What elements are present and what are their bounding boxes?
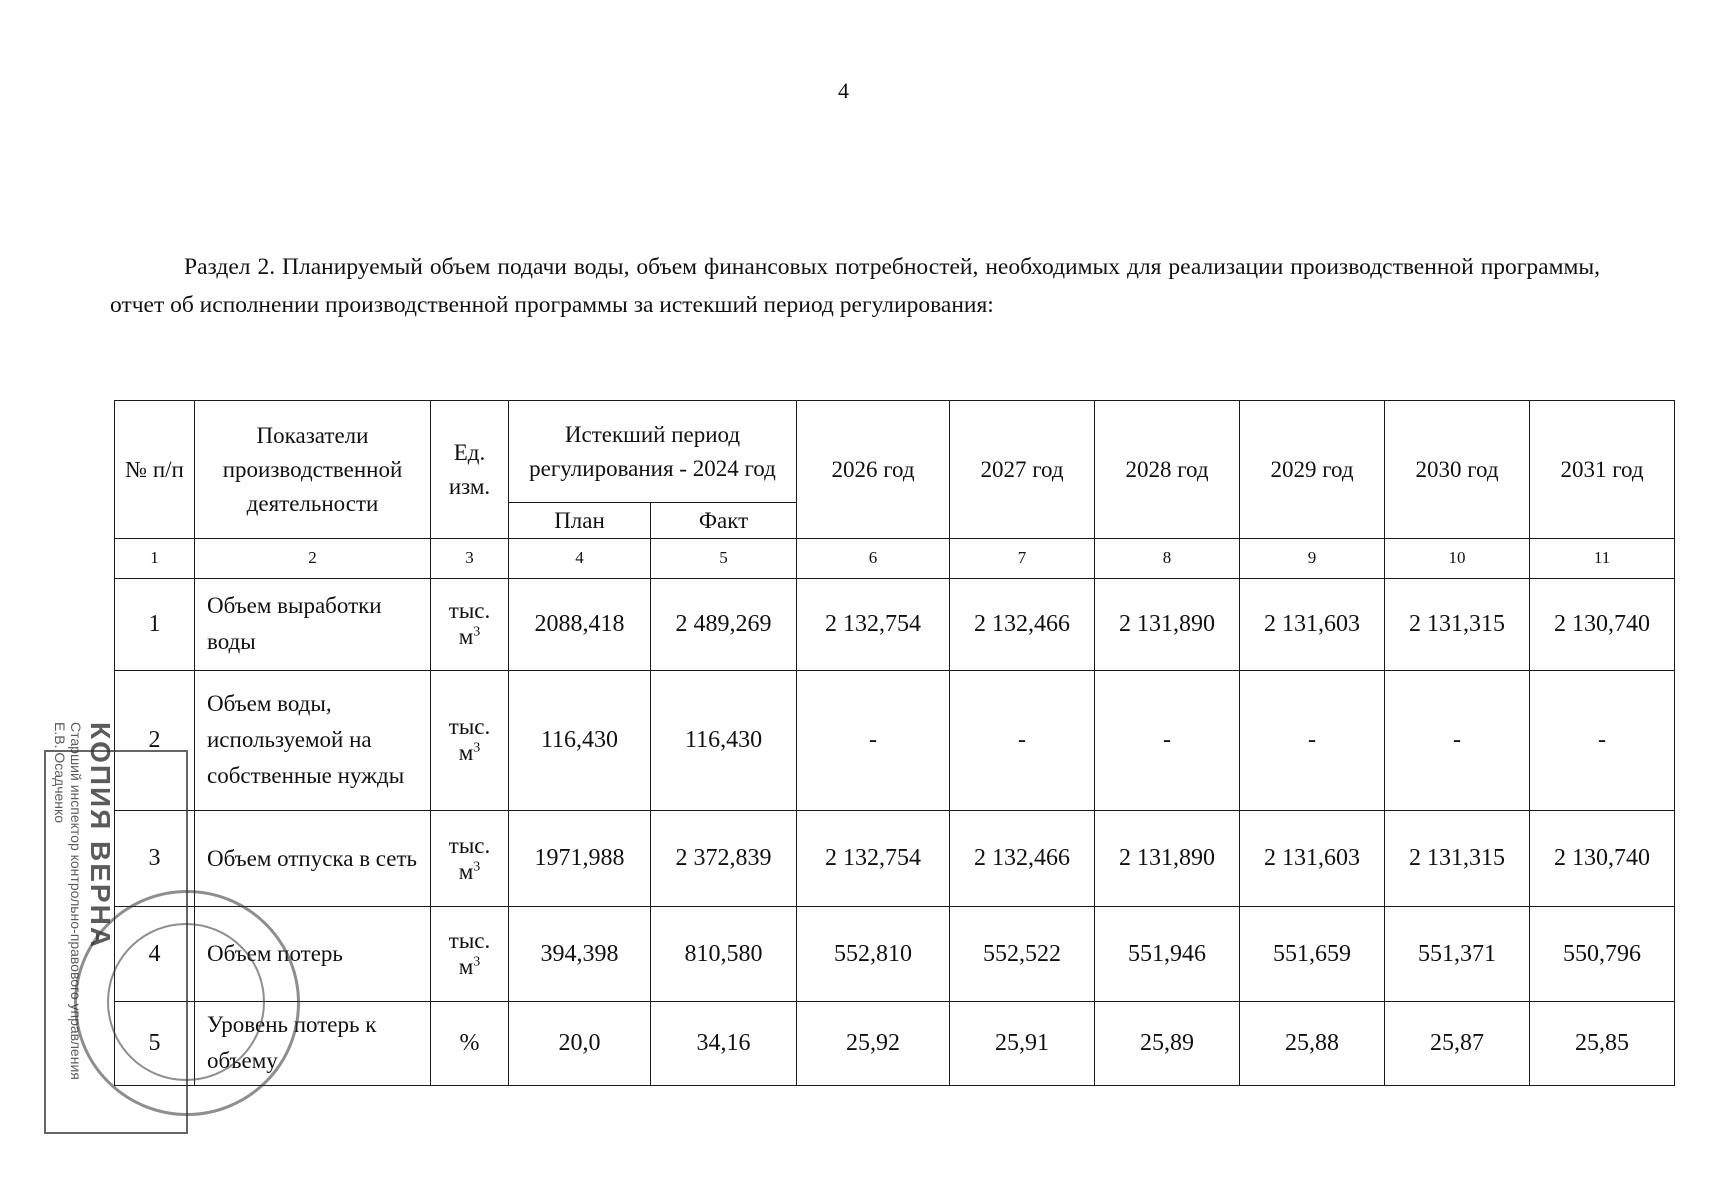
column-number: 5 — [651, 539, 797, 578]
fact-value: 2 489,269 — [651, 578, 797, 670]
year-value: - — [1095, 670, 1240, 810]
column-number: 9 — [1240, 539, 1385, 578]
column-number: 10 — [1385, 539, 1530, 578]
plan-value: 394,398 — [509, 907, 651, 1001]
stamp-text — [52, 722, 116, 1142]
header-year-2026: 2026 год — [797, 401, 950, 539]
header-year-2029: 2029 год — [1240, 401, 1385, 539]
year-value: 2 131,890 — [1095, 578, 1240, 670]
header-indicator: Показатели производственной деятельности — [195, 401, 431, 539]
stamp-signature-name: Е.В. Осадченко — [52, 722, 68, 824]
indicator-name: Объем воды, используемой на собственные нужды — [195, 670, 431, 810]
header-no: № п/п — [115, 401, 195, 539]
fact-value: 2 372,839 — [651, 811, 797, 907]
stamp-copy-label: КОПИЯ ВЕРНА — [85, 722, 116, 950]
plan-value: 116,430 — [509, 670, 651, 810]
year-value: 552,522 — [950, 907, 1095, 1001]
year-value: - — [1530, 670, 1675, 810]
plan-value: 1971,988 — [509, 811, 651, 907]
column-number: 1 — [115, 539, 195, 578]
year-value: 552,810 — [797, 907, 950, 1001]
year-value: 551,659 — [1240, 907, 1385, 1001]
year-value: 25,85 — [1530, 1001, 1675, 1085]
year-value: 2 132,466 — [950, 811, 1095, 907]
year-value: 2 130,740 — [1530, 578, 1675, 670]
column-number: 6 — [797, 539, 950, 578]
year-value: 2 131,890 — [1095, 811, 1240, 907]
column-number: 8 — [1095, 539, 1240, 578]
row-number: 1 — [115, 578, 195, 670]
header-year-2027: 2027 год — [950, 401, 1095, 539]
production-program-table — [114, 400, 1675, 1086]
table-row — [115, 1001, 1675, 1085]
year-value: - — [950, 670, 1095, 810]
indicator-name: Объем выработки воды — [195, 578, 431, 670]
year-value: 25,87 — [1385, 1001, 1530, 1085]
column-number: 11 — [1530, 539, 1675, 578]
year-value: 550,796 — [1530, 907, 1675, 1001]
year-value: 2 130,740 — [1530, 811, 1675, 907]
year-value: 25,89 — [1095, 1001, 1240, 1085]
unit-cell: тыс. $м^3$ — [431, 578, 509, 670]
fact-value: 116,430 — [651, 670, 797, 810]
year-value: 551,371 — [1385, 907, 1530, 1001]
column-number: 2 — [195, 539, 431, 578]
fact-value: 810,580 — [651, 907, 797, 1001]
year-value: 2 131,315 — [1385, 578, 1530, 670]
year-value: 2 131,603 — [1240, 578, 1385, 670]
year-value: 2 131,603 — [1240, 811, 1385, 907]
unit-cell: тыс. $м^3$ — [431, 811, 509, 907]
indicator-name: Уровень потерь к объему — [195, 1001, 431, 1085]
header-past-period: Истекший период регулирования - 2024 год — [509, 401, 797, 503]
plan-value: 20,0 — [509, 1001, 651, 1085]
plan-value: 2088,418 — [509, 578, 651, 670]
year-value: 2 132,754 — [797, 811, 950, 907]
column-number-row — [115, 539, 1675, 578]
year-value: 25,92 — [797, 1001, 950, 1085]
row-number: 4 — [115, 907, 195, 1001]
year-value: 2 132,466 — [950, 578, 1095, 670]
header-year-2028: 2028 год — [1095, 401, 1240, 539]
stamp-position: Старший инспектор контрольно-правового управления — [68, 722, 84, 1080]
header-year-2031: 2031 год — [1530, 401, 1675, 539]
table-row — [115, 907, 1675, 1001]
unit-cell: % — [431, 1001, 509, 1085]
year-value: 25,91 — [950, 1001, 1095, 1085]
year-value: - — [1385, 670, 1530, 810]
row-number: 3 — [115, 811, 195, 907]
header-year-2030: 2030 год — [1385, 401, 1530, 539]
unit-cell: тыс. $м^3$ — [431, 907, 509, 1001]
year-value: 2 131,315 — [1385, 811, 1530, 907]
unit-cell: тыс. $м^3$ — [431, 670, 509, 810]
indicator-name: Объем отпуска в сеть — [195, 811, 431, 907]
row-number: 5 — [115, 1001, 195, 1085]
column-number: 3 — [431, 539, 509, 578]
year-value: 2 132,754 — [797, 578, 950, 670]
year-value: - — [797, 670, 950, 810]
table-row — [115, 811, 1675, 907]
indicator-name: Объем потерь — [195, 907, 431, 1001]
table-row — [115, 578, 1675, 670]
header-unit: Ед. изм. — [431, 401, 509, 539]
column-number: 7 — [950, 539, 1095, 578]
year-value: 551,946 — [1095, 907, 1240, 1001]
year-value: - — [1240, 670, 1385, 810]
row-number: 2 — [115, 670, 195, 810]
column-number: 4 — [509, 539, 651, 578]
header-plan: План — [509, 503, 651, 539]
table-row — [115, 670, 1675, 810]
year-value: 25,88 — [1240, 1001, 1385, 1085]
header-fact: Факт — [651, 503, 797, 539]
page-number: 4 — [838, 78, 849, 103]
section-heading: Раздел 2. Планируемый объем подачи воды, объем финансовых потребностей, необходимых для реализации производственной программы, отчет об исполнении производственной программы за истекший период регулирования: — [110, 254, 1600, 318]
fact-value: 34,16 — [651, 1001, 797, 1085]
